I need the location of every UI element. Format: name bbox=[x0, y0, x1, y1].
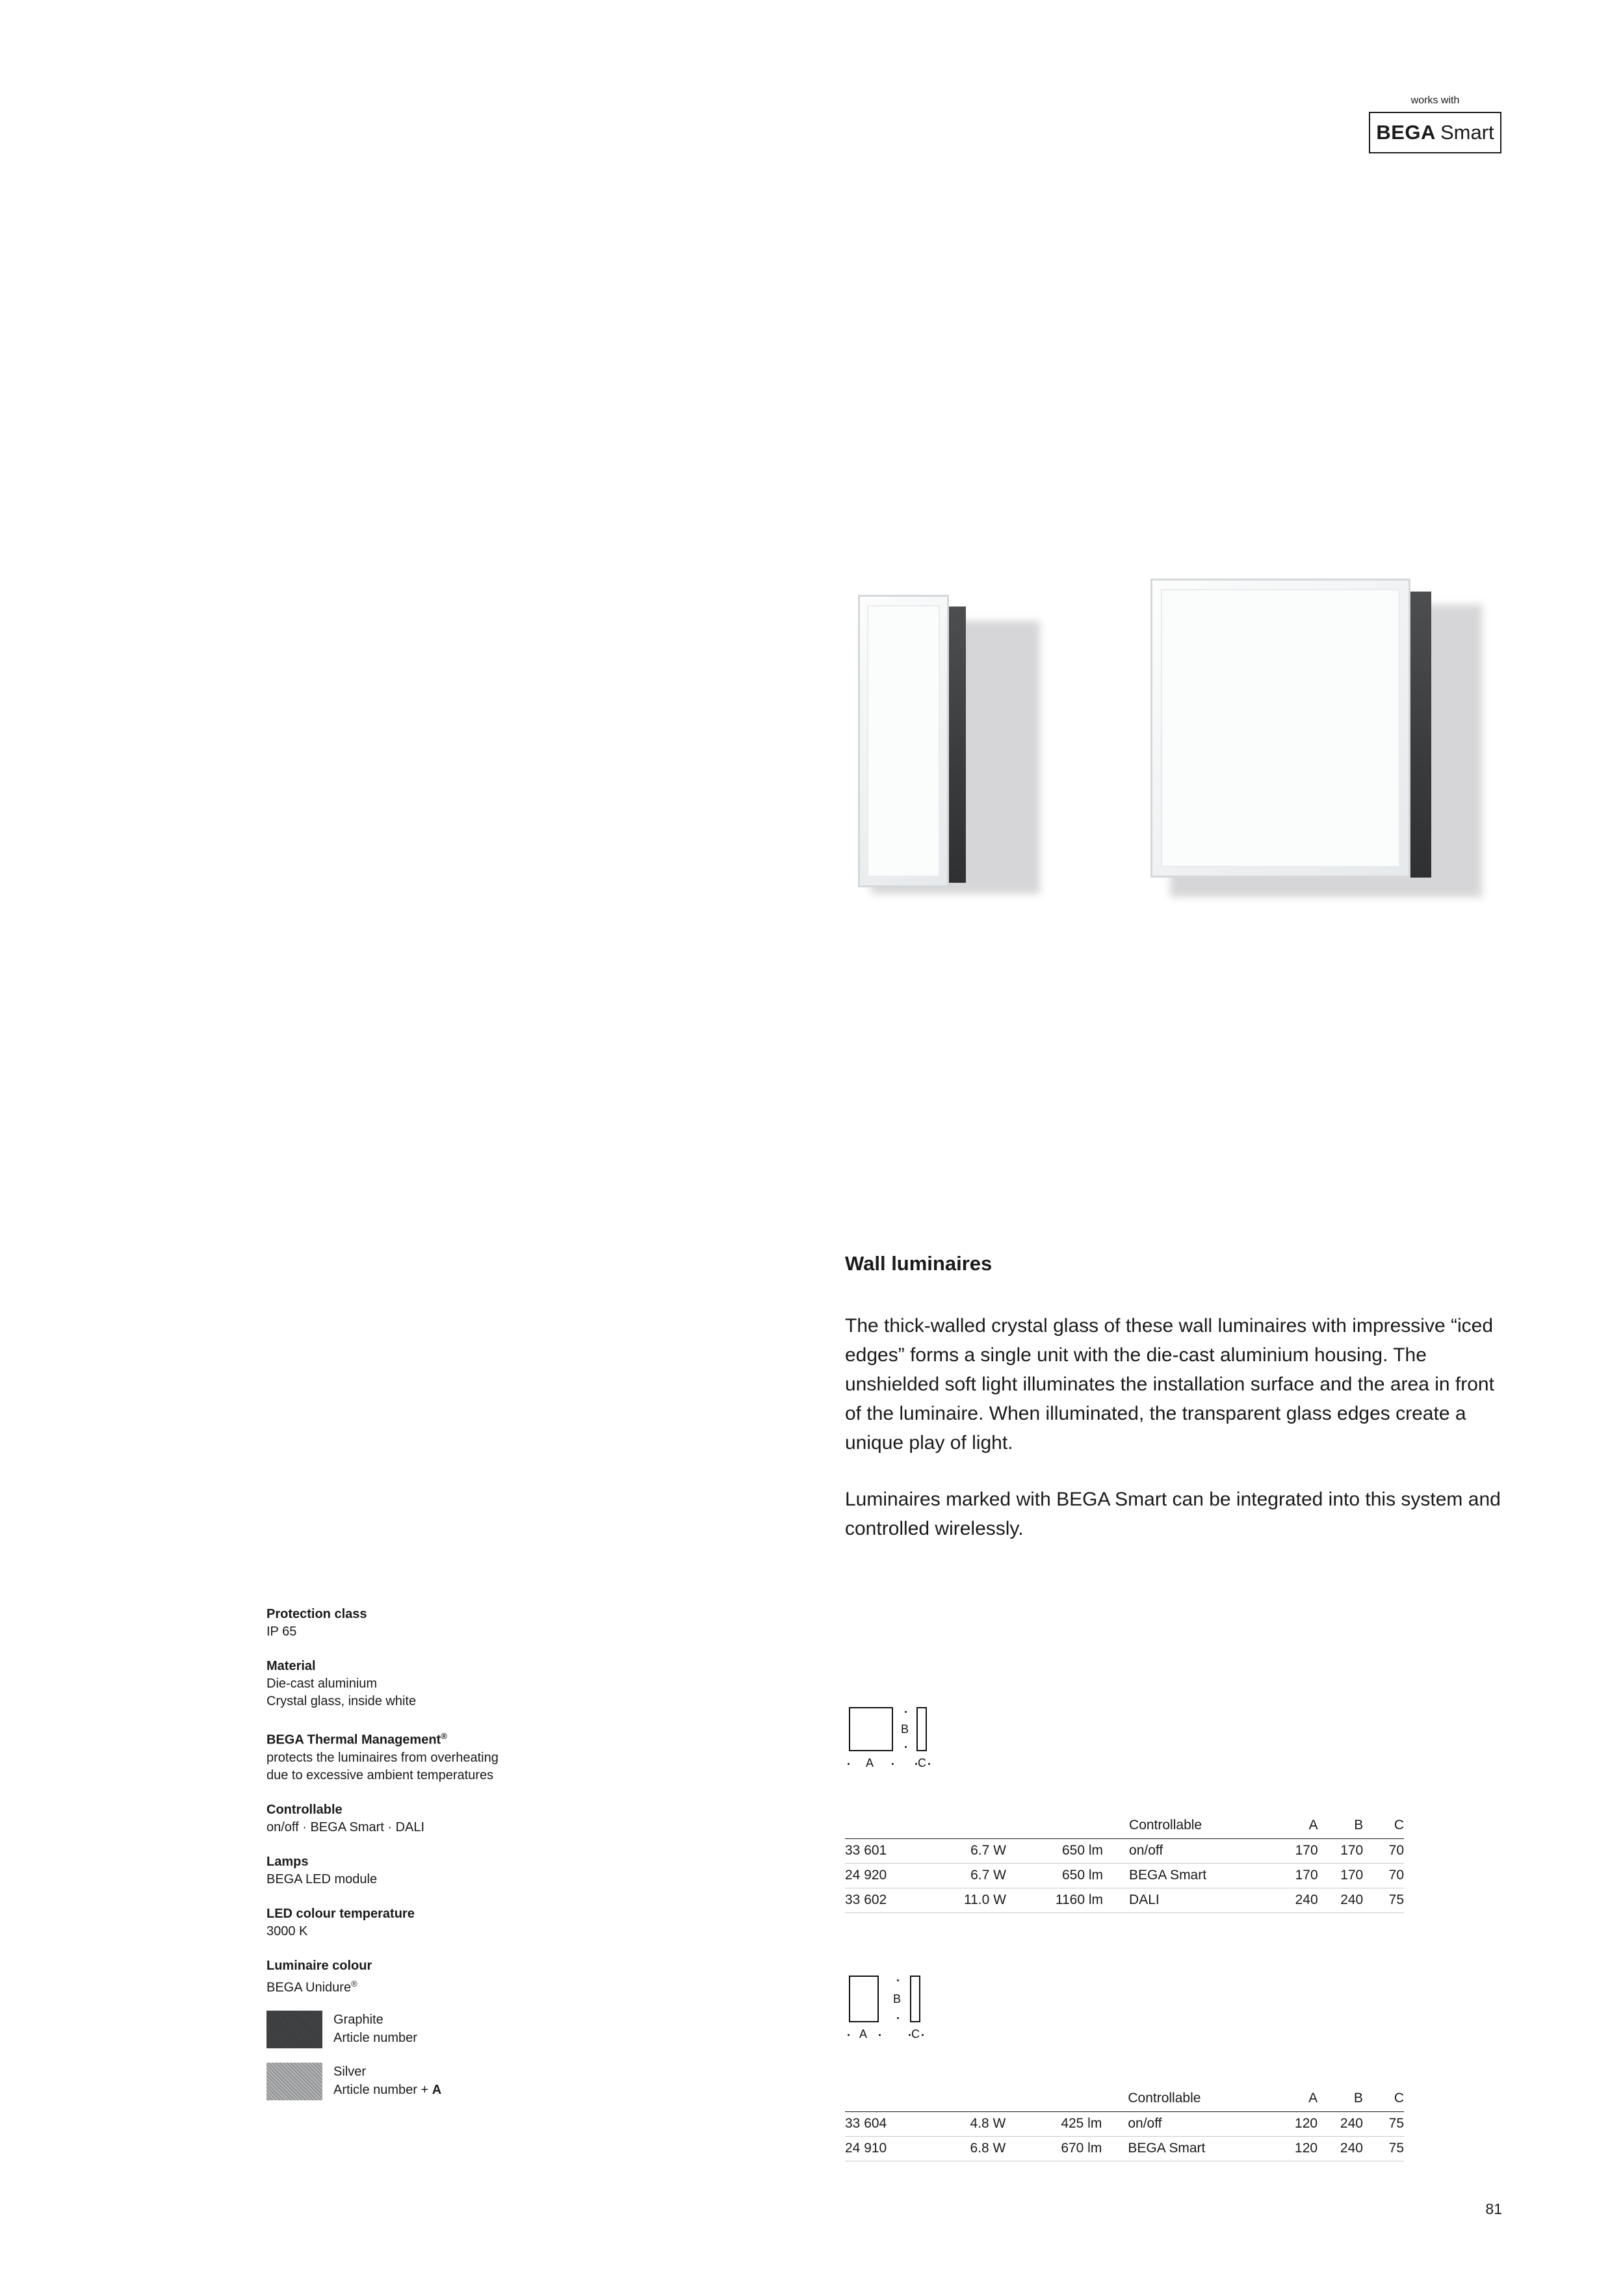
diagram-label-b: B bbox=[893, 1992, 902, 2005]
product-images bbox=[812, 572, 1527, 936]
cell-controllable: on/off bbox=[1128, 2112, 1272, 2137]
cell-controllable: on/off bbox=[1129, 1839, 1273, 1864]
page-number: 81 bbox=[1485, 2200, 1502, 2217]
cell-lumen: 670 lm bbox=[1024, 2137, 1128, 2161]
spec-controllable-label: Controllable bbox=[266, 1802, 343, 1817]
diagram-dot bbox=[848, 2034, 850, 2036]
table-header-lumen bbox=[1024, 2087, 1128, 2112]
spec-luminaire-colour-value bbox=[266, 1975, 604, 1997]
swatch-silver-note-text: Article number + bbox=[333, 2083, 432, 2098]
spec-lamps bbox=[266, 1853, 604, 1888]
cell-wattage: 6.7 W bbox=[934, 1839, 1024, 1864]
cell-controllable: BEGA Smart bbox=[1129, 1864, 1273, 1888]
cell-a: 120 bbox=[1272, 2112, 1318, 2137]
cell-c: 70 bbox=[1363, 1864, 1404, 1888]
spec-material-label: Material bbox=[266, 1659, 316, 1673]
cell-article: 33 601 bbox=[845, 1839, 934, 1864]
table-header-row bbox=[845, 1814, 1404, 1839]
diagram-dot bbox=[905, 1746, 907, 1748]
cell-b: 240 bbox=[1318, 2112, 1363, 2137]
cell-controllable: DALI bbox=[1129, 1888, 1273, 1913]
diagram-dot bbox=[897, 1979, 899, 1981]
diagram-label-c: C bbox=[911, 2028, 920, 2041]
table-row bbox=[845, 2137, 1404, 2161]
luminaire-image-small bbox=[851, 595, 1033, 900]
spec-thermal-label-text: BEGA Thermal Management bbox=[266, 1732, 441, 1747]
diagram-dot bbox=[928, 1763, 930, 1765]
diagram-dot bbox=[909, 2034, 911, 2036]
diagram-dot bbox=[905, 1711, 907, 1713]
swatch-silver-note bbox=[333, 2081, 441, 2099]
table-header-c: C bbox=[1363, 2087, 1404, 2112]
works-with-label: works with bbox=[1369, 94, 1501, 107]
table-header-lumen bbox=[1024, 1814, 1129, 1839]
cell-article: 33 602 bbox=[845, 1888, 934, 1913]
spec-luminaire-colour bbox=[266, 1957, 604, 2101]
smart-wordmark: Smart bbox=[1440, 121, 1494, 144]
spec-thermal-value-1: protects the luminaires from overheating bbox=[266, 1750, 499, 1765]
diagram-dot bbox=[915, 1763, 917, 1765]
spec-controllable bbox=[266, 1801, 604, 1836]
cell-c: 75 bbox=[1363, 2112, 1404, 2137]
cell-wattage: 4.8 W bbox=[934, 2112, 1024, 2137]
cell-lumen: 650 lm bbox=[1024, 1839, 1129, 1864]
cell-b: 240 bbox=[1318, 1888, 1364, 1913]
product-table-2 bbox=[845, 2087, 1404, 2161]
luminaire-image-large bbox=[1144, 579, 1488, 910]
spec-colour-temperature-value: 3000 K bbox=[266, 1924, 308, 1938]
swatch-graphite-note: Article number bbox=[333, 2031, 417, 2046]
registered-mark: ® bbox=[351, 1978, 357, 1989]
cell-wattage: 6.8 W bbox=[934, 2137, 1024, 2161]
diagram-label-b: B bbox=[901, 1723, 909, 1736]
dimension-diagram-1 bbox=[845, 1703, 1001, 1801]
description-paragraph-1: The thick-walled crystal glass of these wall luminaires with impressive “iced edges” forms a single unit with the die-cast aluminium housing. The unshielded soft light illuminates the installation surface and the area in front of the luminaire. When illuminated, the transparent glass edges create a unique play of light. bbox=[845, 1315, 1494, 1454]
table-row bbox=[845, 1864, 1404, 1888]
dimension-diagram-2 bbox=[845, 1973, 1001, 2070]
swatch-silver-suffix: A bbox=[432, 2083, 442, 2098]
spec-material-value-1: Die-cast aluminium bbox=[266, 1676, 378, 1691]
spec-controllable-value: on/off · BEGA Smart · DALI bbox=[266, 1820, 425, 1834]
cell-a: 120 bbox=[1272, 2137, 1318, 2161]
table-header-article bbox=[845, 2087, 934, 2112]
table-header-controllable: Controllable bbox=[1128, 2087, 1272, 2112]
diagram-dot bbox=[892, 1763, 894, 1765]
cell-b: 170 bbox=[1318, 1864, 1364, 1888]
table-row bbox=[845, 2112, 1404, 2137]
spec-lamps-label: Lamps bbox=[266, 1854, 309, 1869]
main-text-column bbox=[845, 1251, 1501, 1571]
table-header-wattage bbox=[934, 2087, 1024, 2112]
colour-swatch-silver bbox=[266, 2063, 604, 2100]
diagram-label-c: C bbox=[918, 1756, 926, 1769]
bega-wordmark: BEGA bbox=[1376, 121, 1436, 144]
table-header-b: B bbox=[1318, 1814, 1364, 1839]
table-header-controllable: Controllable bbox=[1129, 1814, 1273, 1839]
swatch-graphite-icon bbox=[266, 2011, 322, 2048]
spec-colour-temperature-label: LED colour temperature bbox=[266, 1906, 415, 1921]
cell-article: 33 604 bbox=[845, 2112, 934, 2137]
spec-lamps-value: BEGA LED module bbox=[266, 1872, 378, 1886]
spec-luminaire-colour-label: Luminaire colour bbox=[266, 1958, 372, 1973]
bega-smart-badge bbox=[1369, 112, 1501, 153]
table-row bbox=[845, 1888, 1404, 1913]
registered-mark: ® bbox=[441, 1731, 447, 1741]
swatch-silver-name: Silver bbox=[333, 2065, 367, 2080]
spec-protection-class-label: Protection class bbox=[266, 1607, 367, 1621]
diagram-side-view bbox=[910, 1976, 920, 2022]
table-header-a: A bbox=[1273, 1814, 1318, 1839]
cell-article: 24 910 bbox=[845, 2137, 934, 2161]
spec-colour-temperature bbox=[266, 1905, 604, 1940]
diagram-dot bbox=[848, 1763, 850, 1765]
cell-c: 70 bbox=[1363, 1839, 1404, 1864]
cell-a: 170 bbox=[1273, 1864, 1318, 1888]
swatch-graphite-name: Graphite bbox=[333, 2013, 383, 2028]
cell-wattage: 6.7 W bbox=[934, 1864, 1024, 1888]
specification-column bbox=[266, 1606, 604, 2117]
diagram-label-a: A bbox=[866, 1756, 874, 1769]
table-row bbox=[845, 1839, 1404, 1864]
cell-c: 75 bbox=[1363, 1888, 1404, 1913]
diagram-dot bbox=[922, 2034, 924, 2036]
cell-lumen: 425 lm bbox=[1024, 2112, 1128, 2137]
table-header-wattage bbox=[934, 1814, 1024, 1839]
diagram-front-view bbox=[849, 1976, 879, 2022]
diagram-dot bbox=[879, 2034, 881, 2036]
cell-a: 170 bbox=[1273, 1839, 1318, 1864]
table-header-a: A bbox=[1272, 2087, 1318, 2112]
diagram-label-a: A bbox=[859, 2028, 868, 2041]
table-header-b: B bbox=[1318, 2087, 1363, 2112]
cell-article: 24 920 bbox=[845, 1864, 934, 1888]
page-title: Wall luminaires bbox=[845, 1252, 993, 1275]
spec-thermal-value-2: due to excessive ambient temperatures bbox=[266, 1768, 494, 1782]
table-header-article bbox=[845, 1814, 934, 1839]
spec-protection-class bbox=[266, 1606, 604, 1641]
spec-luminaire-colour-value-text: BEGA Unidure bbox=[266, 1980, 352, 1995]
cell-lumen: 650 lm bbox=[1024, 1864, 1129, 1888]
diagram-dot bbox=[897, 2017, 899, 2019]
cell-c: 75 bbox=[1363, 2137, 1404, 2161]
spec-material bbox=[266, 1658, 604, 1710]
colour-swatch-graphite bbox=[266, 2011, 604, 2048]
cell-wattage: 11.0 W bbox=[934, 1888, 1024, 1913]
product-table-1 bbox=[845, 1814, 1404, 1913]
diagram-front-view bbox=[849, 1707, 893, 1751]
cell-b: 240 bbox=[1318, 2137, 1363, 2161]
cell-a: 240 bbox=[1273, 1888, 1318, 1913]
spec-thermal-management bbox=[266, 1727, 604, 1784]
spec-protection-class-value: IP 65 bbox=[266, 1624, 297, 1639]
cell-lumen: 1160 lm bbox=[1024, 1888, 1129, 1913]
table-header-row bbox=[845, 2087, 1404, 2112]
cell-b: 170 bbox=[1318, 1839, 1364, 1864]
spec-material-value-2: Crystal glass, inside white bbox=[266, 1694, 417, 1708]
spec-thermal-label bbox=[266, 1727, 604, 1749]
table-header-c: C bbox=[1363, 1814, 1404, 1839]
description-paragraph-2: Luminaires marked with BEGA Smart can be integrated into this system and controlled wirelessly. bbox=[845, 1489, 1501, 1539]
swatch-silver-icon bbox=[266, 2063, 322, 2100]
cell-controllable: BEGA Smart bbox=[1128, 2137, 1272, 2161]
diagram-side-view bbox=[916, 1707, 927, 1751]
